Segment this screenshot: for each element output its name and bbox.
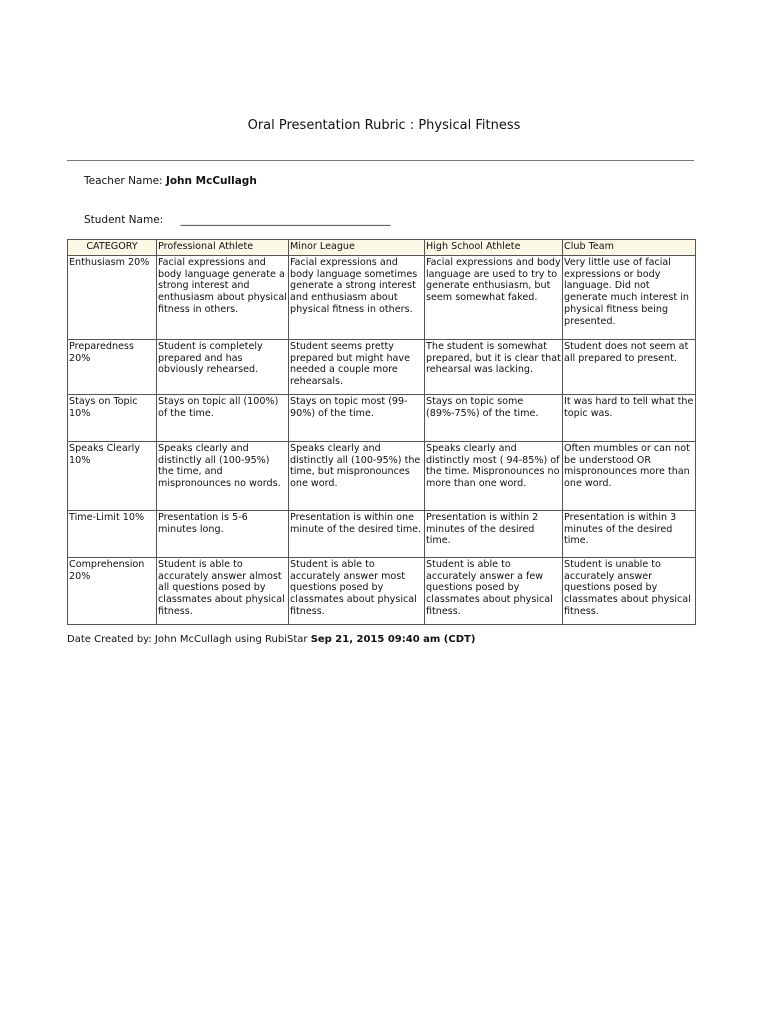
rubric-header-row [68, 240, 696, 256]
table-cell: Speaks clearly and distinctly most ( 94-85%) of the time. Mispronounces no more than one word. [425, 441, 563, 510]
student-name-blank: ________________________________________ [180, 214, 391, 226]
row-category: Stays on Topic 10% [68, 394, 157, 441]
teacher-label: Teacher Name: [84, 175, 163, 187]
table-cell: The student is somewhat prepared, but it is clear that rehearsal was lacking. [425, 339, 563, 394]
created-date: Sep 21, 2015 09:40 am (CDT) [310, 634, 476, 645]
header-category: CATEGORY [68, 240, 157, 256]
table-cell: Facial expressions and body language generate a strong interest and enthusiasm about physical fitness in others. [157, 255, 289, 339]
table-cell: Presentation is 5-6 minutes long. [157, 510, 289, 557]
header-professional-athlete: Professional Athlete [157, 240, 289, 256]
table-cell: Student seems pretty prepared but might have needed a couple more rehearsals. [289, 339, 425, 394]
table-cell: Speaks clearly and distinctly all (100-95%) the time, but mispronounces one word. [289, 441, 425, 510]
table-cell: Stays on topic most (99-90%) of the time. [289, 394, 425, 441]
table-cell: Student is able to accurately answer a few questions posed by classmates about physical fitness. [425, 557, 563, 624]
student-label: Student Name: [84, 214, 164, 226]
row-category: Comprehension 20% [68, 557, 157, 624]
table-cell: Stays on topic all (100%) of the time. [157, 394, 289, 441]
table-cell: Very little use of facial expressions or body language. Did not generate much interest in physical fitness being presented. [563, 255, 696, 339]
table-row [68, 510, 696, 557]
table-cell: Presentation is within 3 minutes of the desired time. [563, 510, 696, 557]
table-cell: Stays on topic some (89%-75%) of the time. [425, 394, 563, 441]
rubric-table [67, 239, 696, 625]
table-cell: Student is unable to accurately answer questions posed by classmates about physical fitness. [563, 557, 696, 624]
row-category: Time-Limit 10% [68, 510, 157, 557]
created-by-label: Date Created by: John McCullagh using RubiStar [67, 634, 308, 645]
table-cell: Speaks clearly and distinctly all (100-95%) the time, and mispronounces no words. [157, 441, 289, 510]
student-line [84, 214, 391, 226]
title-divider [67, 160, 694, 161]
table-cell: Presentation is within 2 minutes of the desired time. [425, 510, 563, 557]
row-category: Preparedness 20% [68, 339, 157, 394]
table-cell: Facial expressions and body language are used to try to generate enthusiasm, but seem somewhat faked. [425, 255, 563, 339]
header-high-school-athlete: High School Athlete [425, 240, 563, 256]
table-cell: Student is completely prepared and has obviously rehearsed. [157, 339, 289, 394]
table-cell: Student is able to accurately answer most questions posed by classmates about physical fitness. [289, 557, 425, 624]
table-cell: Facial expressions and body language sometimes generate a strong interest and enthusiasm about physical fitness in others. [289, 255, 425, 339]
teacher-name: John McCullagh [165, 175, 257, 187]
header-club-team: Club Team [563, 240, 696, 256]
table-cell: Student does not seem at all prepared to present. [563, 339, 696, 394]
footer-line [67, 634, 475, 645]
table-cell: Presentation is within one minute of the desired time. [289, 510, 425, 557]
page-title: Oral Presentation Rubric : Physical Fitness [247, 118, 521, 133]
table-cell: Often mumbles or can not be understood OR mispronounces more than one word. [563, 441, 696, 510]
table-row [68, 394, 696, 441]
table-row [68, 255, 696, 339]
table-row [68, 339, 696, 394]
table-cell: Student is able to accurately answer almost all questions posed by classmates about physical fitness. [157, 557, 289, 624]
row-category: Speaks Clearly 10% [68, 441, 157, 510]
row-category: Enthusiasm 20% [68, 255, 157, 339]
header-minor-league: Minor League [289, 240, 425, 256]
table-row [68, 441, 696, 510]
table-row [68, 557, 696, 624]
teacher-line [84, 175, 257, 187]
table-cell: It was hard to tell what the topic was. [563, 394, 696, 441]
